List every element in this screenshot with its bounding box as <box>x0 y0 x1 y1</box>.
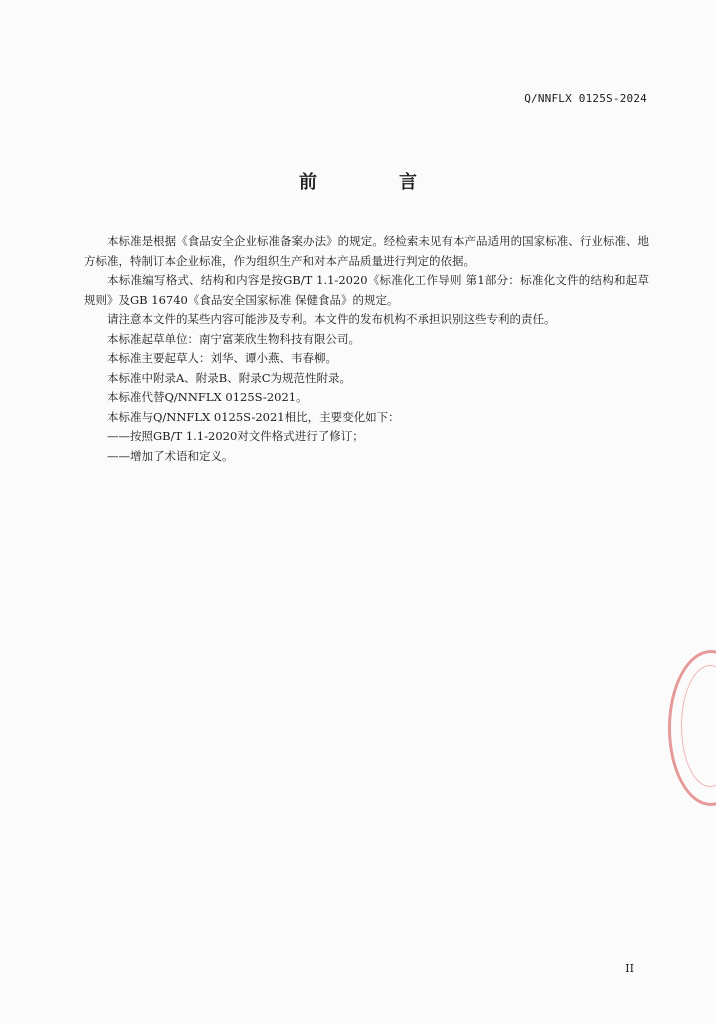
change-item: ——按照GB/T 1.1-2020对文件格式进行了修订； <box>107 429 364 443</box>
page-title: 前 言 <box>299 172 449 193</box>
preface-body <box>84 232 649 466</box>
preface-paragraph: 本标准与Q/NNFLX 0125S-2021相比，主要变化如下： <box>107 409 400 424</box>
change-item: ——增加了术语和定义。 <box>107 448 234 463</box>
seal-stamp-icon <box>668 650 716 806</box>
preface-paragraph: 本标准代替Q/NNFLX 0125S-2021。 <box>107 390 308 404</box>
page-number: II <box>625 962 634 975</box>
preface-paragraph: 本标准中附录A、附录B、附录C为规范性附录。 <box>107 370 352 385</box>
preface-paragraph: 本标准编写格式、结构和内容是按GB/T 1.1-2020《标准化工作导则 第1部分：标准化文件的结构和起草规则》及GB 16740《食品安全国家标准 保健食品》的规定。 <box>84 273 649 307</box>
preface-paragraph: 请注意本文件的某些内容可能涉及专利。本文件的发布机构不承担识别这些专利的责任。 <box>107 312 556 326</box>
preface-paragraph: 本标准起草单位：南宁富莱欣生物科技有限公司。 <box>107 331 360 346</box>
preface-paragraph: 本标准是根据《食品安全企业标准备案办法》的规定。经检索未见有本产品适用的国家标准、行业标准、地方标准，特制订本企业标准，作为组织生产和对本产品质量进行判定的依据。 <box>84 234 649 268</box>
preface-paragraph: 本标准主要起草人：刘华、谭小燕、韦春柳。 <box>107 351 337 365</box>
document-code: Q/NNFLX 0125S-2024 <box>524 92 647 105</box>
